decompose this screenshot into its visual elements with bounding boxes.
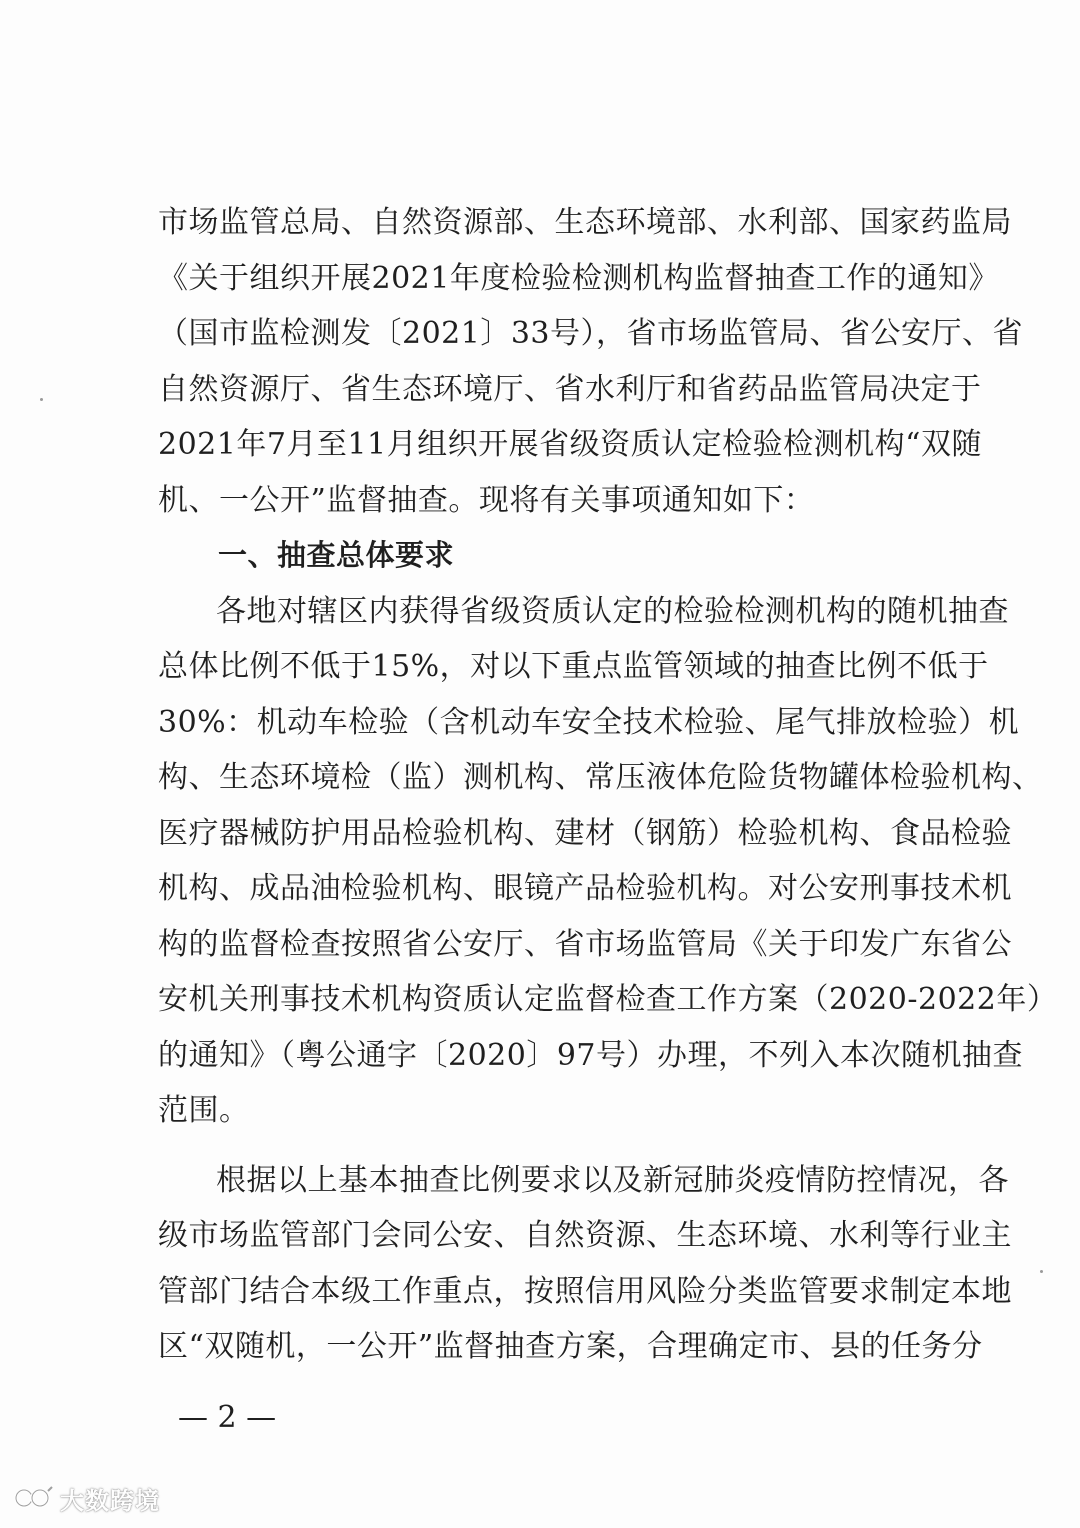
text-line: 2021年7月至11月组织开展省级资质认定检验检测机构“双随: [158, 427, 982, 462]
watermark: [14, 1478, 160, 1518]
paragraph-line: 区“双随机，一公开”监督抽查方案，合理确定市、县的任务分: [158, 1329, 983, 1364]
page-number: — 2 —: [178, 1400, 277, 1435]
scan-speck: [40, 398, 43, 401]
paragraph-line: 构、生态环境检（监）测机构、常压液体危险货物罐体检验机构、: [158, 760, 1043, 795]
text-line: 自然资源厅、省生态环境厅、省水利厅和省药品监管局决定于: [158, 371, 982, 407]
paragraph-line: 安机关刑事技术机构资质认定监督检查工作方案（2020-2022年）: [158, 982, 1058, 1017]
section-heading: 一、抽查总体要求: [218, 538, 455, 572]
text-line: 《关于组织开展2021年度检验检测机构监督抽查工作的通知》: [158, 260, 999, 296]
paragraph-line: 范围。: [158, 1093, 250, 1128]
paragraph-line: 的通知》（粤公通字〔2020〕97号）办理，不列入本次随机抽查: [158, 1037, 1024, 1073]
logo-icon: [14, 1483, 54, 1513]
paragraph-line: 级市场监管部门会同公安、自然资源、生态环境、水利等行业主: [158, 1218, 1012, 1253]
paragraph-line: 构的监督检查按照省公安厅、省市场监管局《关于印发广东省公: [158, 926, 1012, 962]
paragraph-line: 30%：机动车检验（含机动车安全技术检验、尾气排放检验）机: [158, 704, 1020, 740]
text-line: （国市监检测发〔2021〕33号），省市场监管局、省公安厅、省: [158, 316, 1024, 351]
watermark-text: 大数跨境: [60, 1486, 160, 1515]
document-body: [158, 195, 1058, 1375]
text-line: 机、一公开”监督抽查。现将有关事项通知如下：: [158, 482, 815, 518]
text-line: 市场监管总局、自然资源部、生态环境部、水利部、国家药监局: [158, 205, 1012, 240]
scan-speck: [1040, 1270, 1043, 1273]
paragraph-line: 总体比例不低于15%，对以下重点监管领域的抽查比例不低于: [158, 649, 989, 684]
paragraph-line: 医疗器械防护用品检验机构、建材（钢筋）检验机构、食品检验: [158, 815, 1012, 851]
paragraph-line: 机构、成品油检验机构、眼镜产品检验机构。对公安刑事技术机: [158, 871, 1012, 906]
paragraph-line: 管部门结合本级工作重点，按照信用风险分类监管要求制定本地: [158, 1273, 1012, 1309]
paragraph-line: 根据以上基本抽查比例要求以及新冠肺炎疫情防控情况，各: [216, 1162, 1009, 1198]
paragraph-line: 各地对辖区内获得省级资质认定的检验检测机构的随机抽查: [216, 593, 1009, 629]
